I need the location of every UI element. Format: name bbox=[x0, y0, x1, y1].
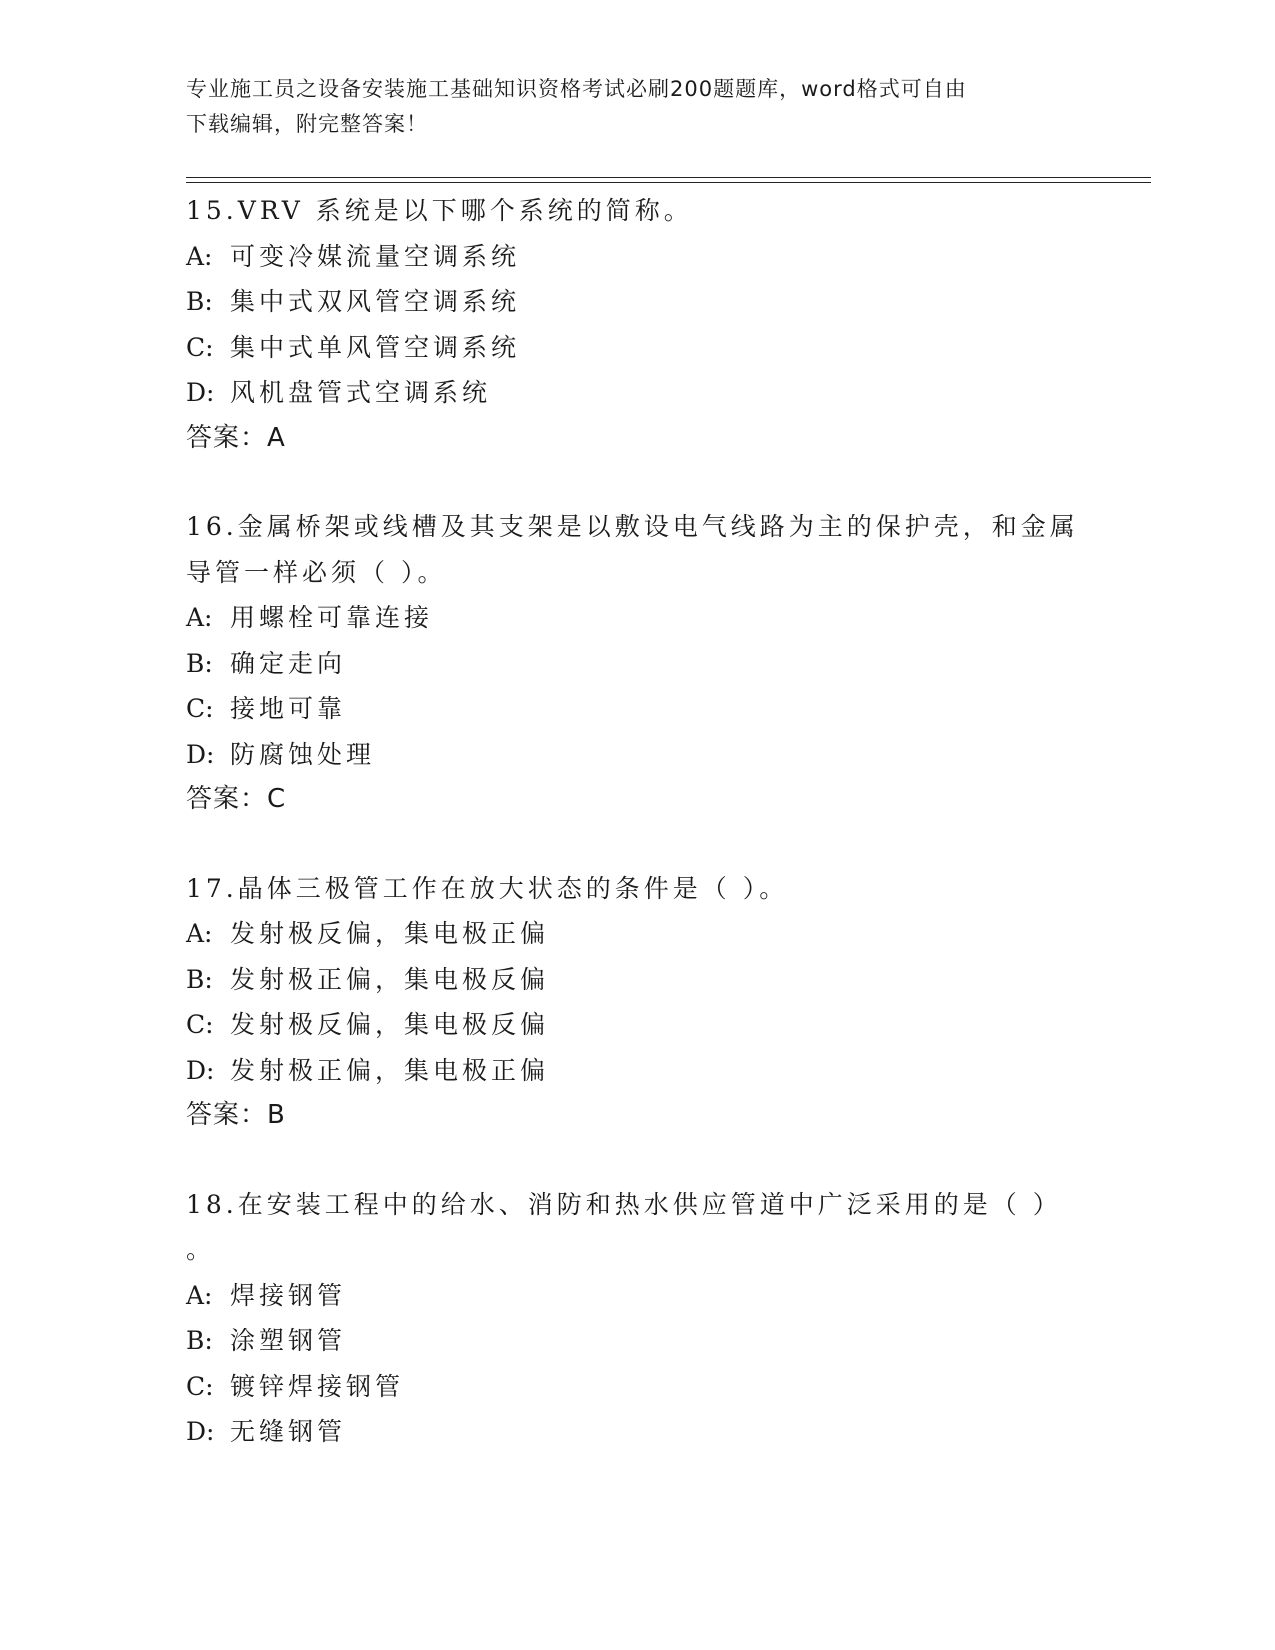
question-text: 18.在安装工程中的给水、消防和热水供应管道中广泛采用的是（ ） bbox=[186, 1189, 1062, 1219]
option-text: 集中式单风管空调系统 bbox=[230, 332, 521, 362]
option-text: 无缝钢管 bbox=[230, 1417, 347, 1446]
option-text: 确定走向 bbox=[230, 648, 347, 678]
option-letter: C: bbox=[186, 332, 214, 362]
option-letter: D: bbox=[186, 739, 215, 769]
option-b bbox=[186, 1318, 1086, 1364]
option-d bbox=[186, 1409, 1086, 1455]
option-text: 接地可靠 bbox=[230, 694, 347, 723]
option-c bbox=[186, 1002, 1086, 1048]
header-line-2: 下载编辑，附完整答案！ bbox=[186, 112, 428, 136]
answer-line: 答案：A bbox=[186, 422, 286, 453]
option-letter: A: bbox=[186, 919, 213, 948]
option-b bbox=[186, 957, 1086, 1003]
question-17 bbox=[186, 866, 1086, 1139]
header-line-1: 专业施工员之设备安装施工基础知识资格考试必刷200题题库，word格式可自由 bbox=[186, 77, 967, 101]
option-c bbox=[186, 325, 1086, 371]
option-text: 涂塑钢管 bbox=[230, 1326, 347, 1355]
option-letter: D: bbox=[186, 1055, 215, 1085]
question-text: 16.金属桥架或线槽及其支架是以敷设电气线路为主的保护壳，和金属 bbox=[186, 512, 1079, 541]
option-text: 可变冷媒流量空调系统 bbox=[230, 241, 521, 271]
option-d bbox=[186, 732, 1086, 778]
option-text: 风机盘管式空调系统 bbox=[230, 378, 492, 407]
option-text: 发射极正偏，集电极反偏 bbox=[230, 964, 550, 994]
document-header bbox=[186, 72, 1066, 142]
option-c bbox=[186, 1364, 1086, 1410]
option-text: 发射极反偏，集电极正偏 bbox=[230, 919, 550, 948]
question-text-continued: 导管一样必须（ ）。 bbox=[186, 557, 447, 587]
option-a bbox=[186, 911, 1086, 957]
option-text: 防腐蚀处理 bbox=[230, 739, 376, 769]
question-list bbox=[186, 188, 1086, 1455]
option-letter: C: bbox=[186, 1010, 214, 1039]
question-16 bbox=[186, 504, 1086, 823]
header-divider-bottom bbox=[186, 182, 1151, 183]
question-text: 15.VRV 系统是以下哪个系统的简称。 bbox=[186, 196, 693, 225]
option-letter: A: bbox=[186, 1280, 213, 1310]
option-text: 镀锌焊接钢管 bbox=[230, 1371, 405, 1401]
answer-line: 答案：C bbox=[186, 784, 287, 814]
option-text: 焊接钢管 bbox=[230, 1280, 347, 1310]
option-letter: B: bbox=[186, 1326, 213, 1355]
option-b bbox=[186, 279, 1086, 325]
option-b bbox=[186, 641, 1086, 687]
option-letter: A: bbox=[186, 603, 213, 632]
option-a bbox=[186, 595, 1086, 641]
question-15 bbox=[186, 188, 1086, 461]
option-letter: B: bbox=[186, 648, 213, 678]
option-text: 发射极反偏，集电极反偏 bbox=[230, 1010, 550, 1039]
option-d bbox=[186, 1048, 1086, 1094]
question-text: 17.晶体三极管工作在放大状态的条件是（ ）。 bbox=[186, 873, 789, 903]
question-text-continued: 。 bbox=[186, 1235, 216, 1264]
option-letter: C: bbox=[186, 1371, 214, 1401]
question-18 bbox=[186, 1182, 1086, 1455]
answer-line: 答案：B bbox=[186, 1100, 286, 1130]
option-text: 发射极正偏，集电极正偏 bbox=[230, 1055, 550, 1085]
option-letter: B: bbox=[186, 964, 213, 994]
option-a bbox=[186, 234, 1086, 280]
option-letter: A: bbox=[186, 241, 213, 271]
option-text: 集中式双风管空调系统 bbox=[230, 287, 521, 316]
option-d bbox=[186, 370, 1086, 416]
option-a bbox=[186, 1273, 1086, 1319]
option-c bbox=[186, 686, 1086, 732]
option-text: 用螺栓可靠连接 bbox=[230, 603, 434, 632]
option-letter: B: bbox=[186, 287, 213, 316]
option-letter: C: bbox=[186, 694, 214, 723]
header-divider-top bbox=[186, 177, 1151, 178]
option-letter: D: bbox=[186, 378, 215, 407]
option-letter: D: bbox=[186, 1417, 215, 1446]
